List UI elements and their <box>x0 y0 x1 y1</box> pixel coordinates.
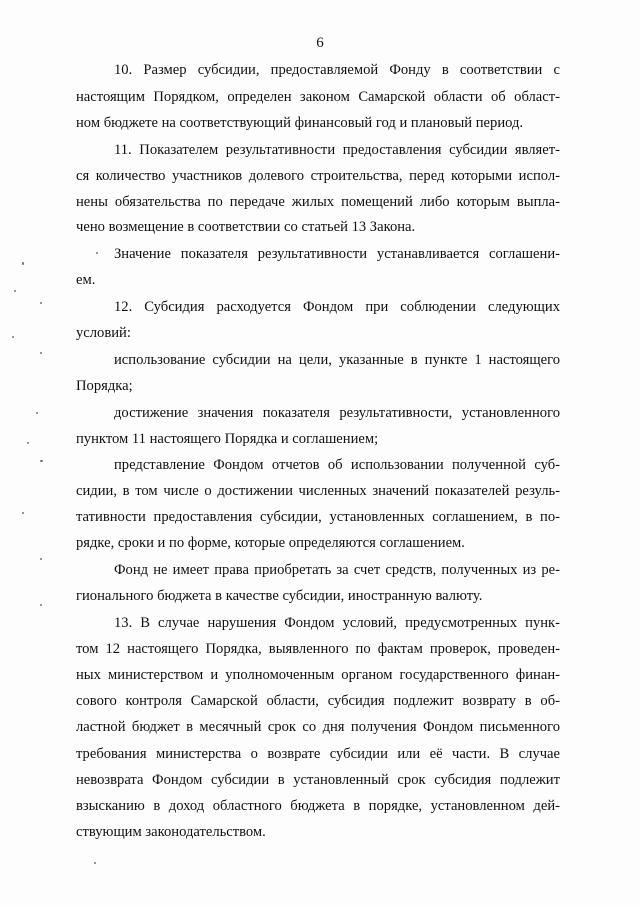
scan-speck <box>22 512 24 514</box>
text-line: достижение значения показателя результативности, установленного <box>114 405 560 421</box>
text-line: 13. В случае нарушения Фондом условий, предусмотренных пунк- <box>114 615 560 631</box>
text-line: нены обязательства по передаче жилых помещений либо которым выпла- <box>76 194 560 210</box>
text-line: взысканию в доход областного бюджета в порядке, установленном дей- <box>76 798 560 814</box>
scan-speck <box>40 302 42 304</box>
text-line: рядке, сроки и по форме, которые определяются соглашением. <box>76 535 465 551</box>
scan-speck <box>12 336 14 338</box>
text-line: ластной бюджет в месячный срок со дня получения Фондом письменного <box>76 719 560 735</box>
text-line: ся количество участников долевого строительства, перед которыми испол- <box>76 168 560 184</box>
scan-speck <box>40 558 42 560</box>
text-line: ем. <box>76 272 96 288</box>
text-line: 12. Субсидия расходуется Фондом при соблюдении следующих <box>114 299 560 315</box>
text-line: использование субсидии на цели, указанные в пункте 1 настоящего <box>114 352 560 368</box>
text-line: 10. Размер субсидии, предоставляемой Фонду в соответствии с <box>114 62 560 78</box>
text-line: чено возмещение в соответствии со статьей 13 Закона. <box>76 219 416 235</box>
text-line: Значение показателя результативности устанавливается соглашени- <box>114 246 560 262</box>
text-line: Фонд не имеет права приобретать за счет средств, полученных из ре- <box>114 562 560 578</box>
scan-speck <box>36 412 38 414</box>
scan-speck <box>94 862 96 864</box>
scan-speck <box>27 442 29 444</box>
scan-speck <box>22 262 24 265</box>
text-line: сидии, в том числе о достижении численных значений показателей резуль- <box>76 483 560 499</box>
text-line: настоящим Порядком, определен законом Самарской области об област- <box>76 89 560 105</box>
text-line: ном бюджете на соответствующий финансовый год и плановый период. <box>76 115 524 131</box>
text-line: представление Фондом отчетов об использовании полученной суб- <box>114 457 560 473</box>
text-line: невозврата Фондом субсидии в установленный срок субсидия подлежит <box>76 772 560 788</box>
page-number: 6 <box>316 35 324 51</box>
scan-speck <box>40 460 43 462</box>
text-line: Порядка; <box>76 378 133 394</box>
text-line: том 12 настоящего Порядка, выявленного по фактам проверок, проведен- <box>76 641 560 657</box>
text-line: ствующим законодательством. <box>76 824 266 840</box>
text-line: сового контроля Самарской области, субсидия подлежит возврату в об- <box>76 693 560 709</box>
text-line: 11. Показателем результативности предоставления субсидии являет- <box>114 142 560 158</box>
text-line: тативности предоставления субсидии, установленных соглашением, в по- <box>76 509 560 525</box>
scan-speck <box>40 604 42 606</box>
scan-speck <box>96 252 98 254</box>
text-line: условий: <box>76 325 131 341</box>
text-line: пунктом 11 настоящего Порядка и соглашением; <box>76 431 379 447</box>
text-line: ных министерством и уполномоченным органом государственного финан- <box>76 667 560 683</box>
scan-speck <box>14 290 16 292</box>
text-line: требования министерства о возврате субсидии или её части. В случае <box>76 746 560 762</box>
scan-speck <box>40 352 42 354</box>
text-line: гионального бюджета в качестве субсидии, иностранную валюту. <box>76 588 483 604</box>
